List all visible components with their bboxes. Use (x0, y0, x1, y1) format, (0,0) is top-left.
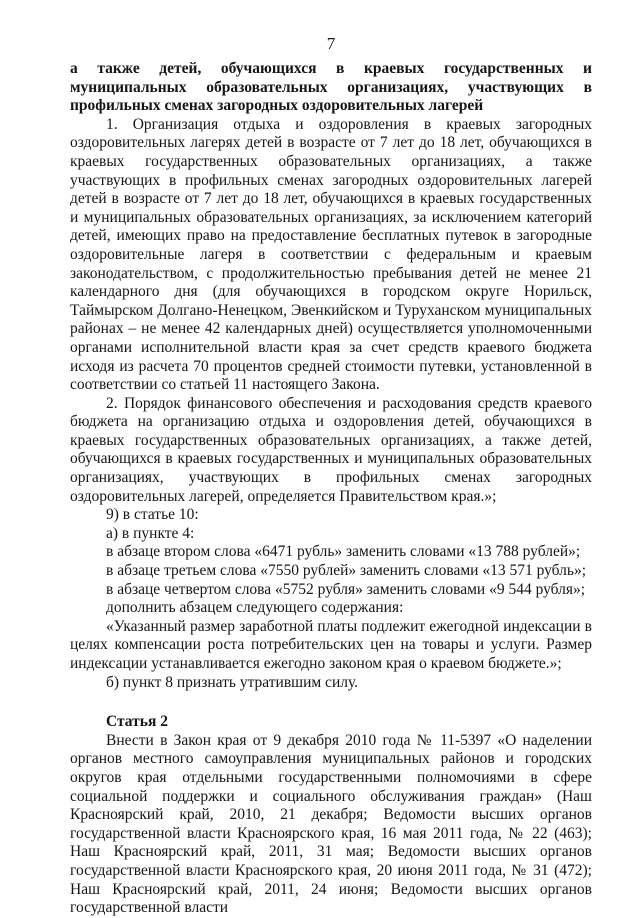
article-2-title: Статья 2 (106, 713, 168, 731)
amendment-quote: «Указанный размер заработной платы подлежит ежегодной индексации в целях компенсации роста потребительских цен на товары и услуги. Размер индексации устанавливается ежегодно законом края о краевом бюджете.»; (70, 617, 592, 672)
amendment-line-4: дополнить абзацем следующего содержания: (106, 599, 404, 617)
amendment-item-9: 9) в статье 10: (106, 506, 199, 524)
article-2-text: Внести в Закон края от 9 декабря 2010 года № 11-5397 «О наделении органов местного самоуправления муниципальных районов и городских округов края отдельными государственными полномочиями в сфере социальной поддержки и социального обслуживания граждан» (Наш Красноярский край, 2010, 21 декабря; Ведомости высших органов государственной власти Красноярского края, 16 мая 2011 года, № 22 (463); Наш Красноярский край, 2011, 31 мая; Ведомости высших органов государственной власти Красноярского края, 20 июня 2011 года, № 31 (472); Наш Красноярский край, 2011, 24 июня; Ведомости высших органов государственной власти (70, 731, 592, 917)
paragraph-2: 2. Порядок финансового обеспечения и расходования средств краевого бюджета на организацию отдыха и оздоровления детей, обучающихся в краевых государственных образовательных организациях, а также детей, обучающихся в краевых государственных и муниципальных образовательных организациях, участвующих в профильных сменах загородных оздоровительных лагерей, определяется Правительством края.»; (70, 394, 592, 505)
amendment-sub-b: б) пункт 8 признать утратившим силу. (106, 673, 359, 691)
amendment-line-2: в абзаце третьем слова «7550 рублей» заменить словами «13 571 рубль»; (106, 562, 587, 580)
section-heading: а также детей, обучающихся в краевых государственных и муниципальных образовательных организациях, участвующих в профильных сменах загородных оздоровительных лагерей (70, 60, 592, 115)
amendment-sub-a: а) в пункте 4: (106, 524, 195, 542)
amendment-line-3: в абзаце четвертом слова «5752 рубля» заменить словами «9 544 рубля»; (106, 580, 586, 598)
document-page (70, 34, 592, 918)
page-number: 7 (326, 34, 336, 53)
paragraph-1: 1. Организация отдыха и оздоровления в краевых загородных оздоровительных лагерях детей в возрасте от 7 лет до 18 лет, обучающихся в краевых государственных образовательных организациях, а также участвующих в профильных сменах загородных оздоровительных лагерей детей в возрасте от 7 лет до 18 лет, обучающихся в краевых государственных и муниципальных образовательных организациях, за исключением категорий детей, имеющих право на предоставление бесплатных путевок в загородные оздоровительные лагеря в соответствии с федеральным и краевым законодательством, с продолжительностью пребывания детей не менее 21 календарного дня (для обучающихся в городском округе Норильск, Таймырском Долгано-Ненецком, Эвенкийском и Туруханском муниципальных районах – не менее 42 календарных дней) осуществляется уполномоченными органами исполнительной власти края за счет средств краевого бюджета исходя из расчета 70 процентов средней стоимости путевки, установленной в соответствии со статьей 11 настоящего Закона. (70, 115, 592, 394)
section-spacer (70, 692, 592, 713)
amendment-line-1: в абзаце втором слова «6471 рубль» заменить словами «13 788 рублей»; (106, 543, 581, 561)
